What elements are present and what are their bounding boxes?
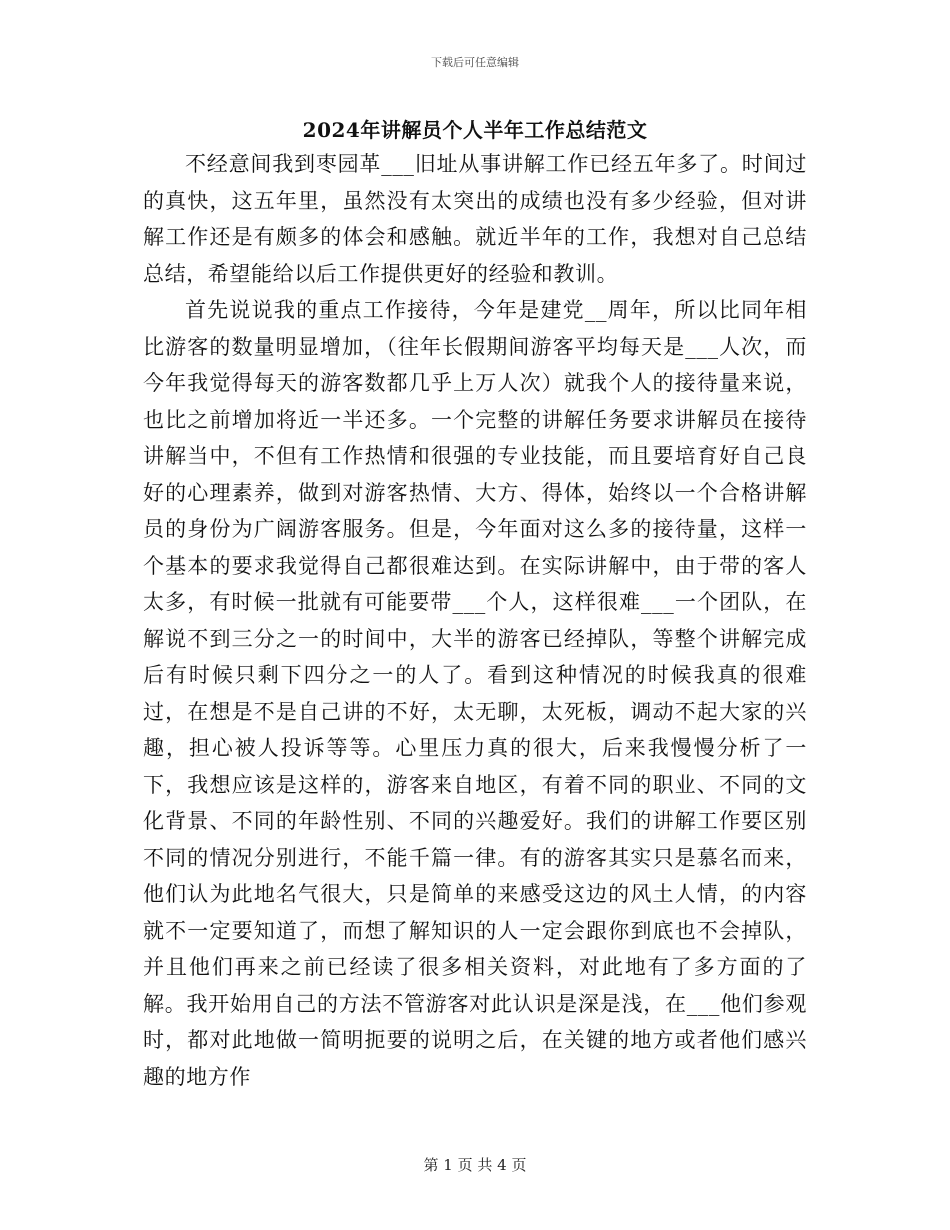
header-note: 下载后可任意编辑 — [431, 56, 519, 69]
paragraph-1: 不经意间我到枣园革___旧址从事讲解工作已经五年多了。时间过的真快，这五年里，虽然没有太突出的成绩也没有多少经验，但对讲解工作还是有颇多的体会和感触。就近半年的工作，我想对自己总结总结，希望能给以后工作提供更好的经验和教训。 — [143, 152, 807, 286]
paragraph-2: 首先说说我的重点工作接待，今年是建党__周年，所以比同年相比游客的数量明显增加，（往年长假期间游客平均每天是___人次，而今年我觉得每天的游客数都几乎上万人次）就我个人的接待量来说，也比之前增加将近一半还多。一个完整的讲解任务要求讲解员在接待讲解当中，不但有工作热情和很强的专业技能，而且要培育好自己良好的心理素养，做到对游客热情、大方、得体，始终以一个合格讲解员的身份为广阔游客服务。但是，今年面对这么多的接待量，这样一个基本的要求我觉得自己都很难达到。在实际讲解中，由于带的客人太多，有时候一批就有可能要带___个人，这样很难___一个团队，在解说不到三分之一的时间中，大半的游客已经掉队，等整个讲解完成后有时候只剩下四分之一的人了。看到这种情况的时候我真的很难过，在想是不是自己讲的不好，太无聊，太死板，调动不起大家的兴趣，担心被人投诉等等。心里压力真的很大，后来我慢慢分析了一下，我想应该是这样的，游客来自地区，有着不同的职业、不同的文化背景、不同的年龄性别、不同的兴趣爱好。我们的讲解工作要区别不同的情况分别进行，不能千篇一律。有的游客其实只是慕名而来，他们认为此地名气很大，只是简单的来感受这边的风土人情，的内容就不一定要知道了，而想了解知识的人一定会跟你到底也不会掉队，并且他们再来之前已经读了很多相关资料，对此地有了多方面的了解。我开始用自己的方法不管游客对此认识是深是浅，在___他们参观时，都对此地做一简明扼要的说明之后，在关键的地方或者他们感兴趣的地方作 — [143, 298, 807, 1089]
page-footer: 第 1 页 共 4 页 — [423, 1156, 527, 1174]
document-body — [143, 146, 807, 1095]
document-title: 2024年讲解员个人半年工作总结范文 — [302, 118, 648, 142]
